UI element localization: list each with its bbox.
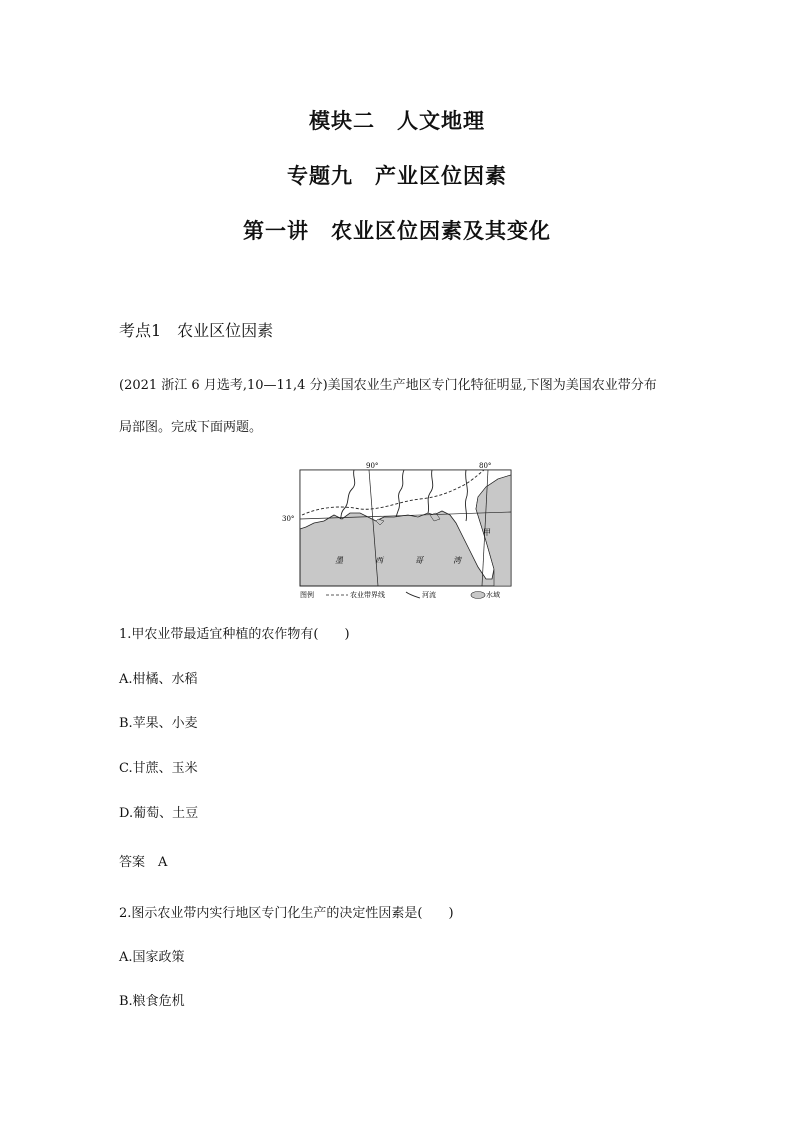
gulf-char-1: 墨: [335, 556, 343, 565]
question-1-option-d: D.葡萄、土豆: [119, 806, 199, 821]
section-heading: 考点1 农业区位因素: [119, 321, 274, 340]
question-1-stem: 1.甲农业带最适宜种植的农作物有( ): [119, 627, 350, 642]
topic-title: 专题九 产业区位因素: [287, 163, 507, 188]
intro-line-1: (2021 浙江 6 月选考,10—11,4 分)美国农业生产地区专门化特征明显,下图为美国农业带分布: [119, 378, 657, 393]
question-2-option-a: A.国家政策: [119, 950, 185, 965]
belt-label: 甲: [483, 528, 491, 537]
lecture-title: 第一讲 农业区位因素及其变化: [243, 218, 551, 243]
lon-label-90: 90°: [366, 462, 379, 470]
legend-belt-line: 农业带界线: [350, 591, 385, 599]
legend-water-icon: [471, 592, 485, 599]
legend-water: 水域: [486, 591, 500, 599]
agriculture-belt-map: [280, 455, 520, 603]
lat-label-30: 30°: [282, 515, 295, 523]
question-2-option-b: B.粮食危机: [119, 994, 185, 1009]
module-title: 模块二 人文地理: [309, 108, 485, 133]
question-1-option-b: B.苹果、小麦: [119, 716, 198, 731]
legend-title: 图例: [300, 591, 314, 599]
question-2-stem: 2.图示农业带内实行地区专门化生产的决定性因素是( ): [119, 906, 454, 921]
gulf-char-3: 哥: [415, 556, 423, 565]
gulf-char-2: 西: [375, 556, 383, 565]
map-legend: [300, 590, 500, 599]
intro-line-2: 局部图。完成下面两题。: [119, 420, 263, 435]
legend-river: 河流: [422, 591, 436, 599]
question-1-option-c: C.甘蔗、玉米: [119, 761, 198, 776]
legend-river-icon: [406, 592, 420, 598]
question-1-answer: 答案 A: [119, 855, 168, 870]
lon-label-80: 80°: [479, 462, 492, 470]
question-1-option-a: A.柑橘、水稻: [119, 672, 198, 687]
gulf-char-4: 湾: [453, 556, 461, 565]
